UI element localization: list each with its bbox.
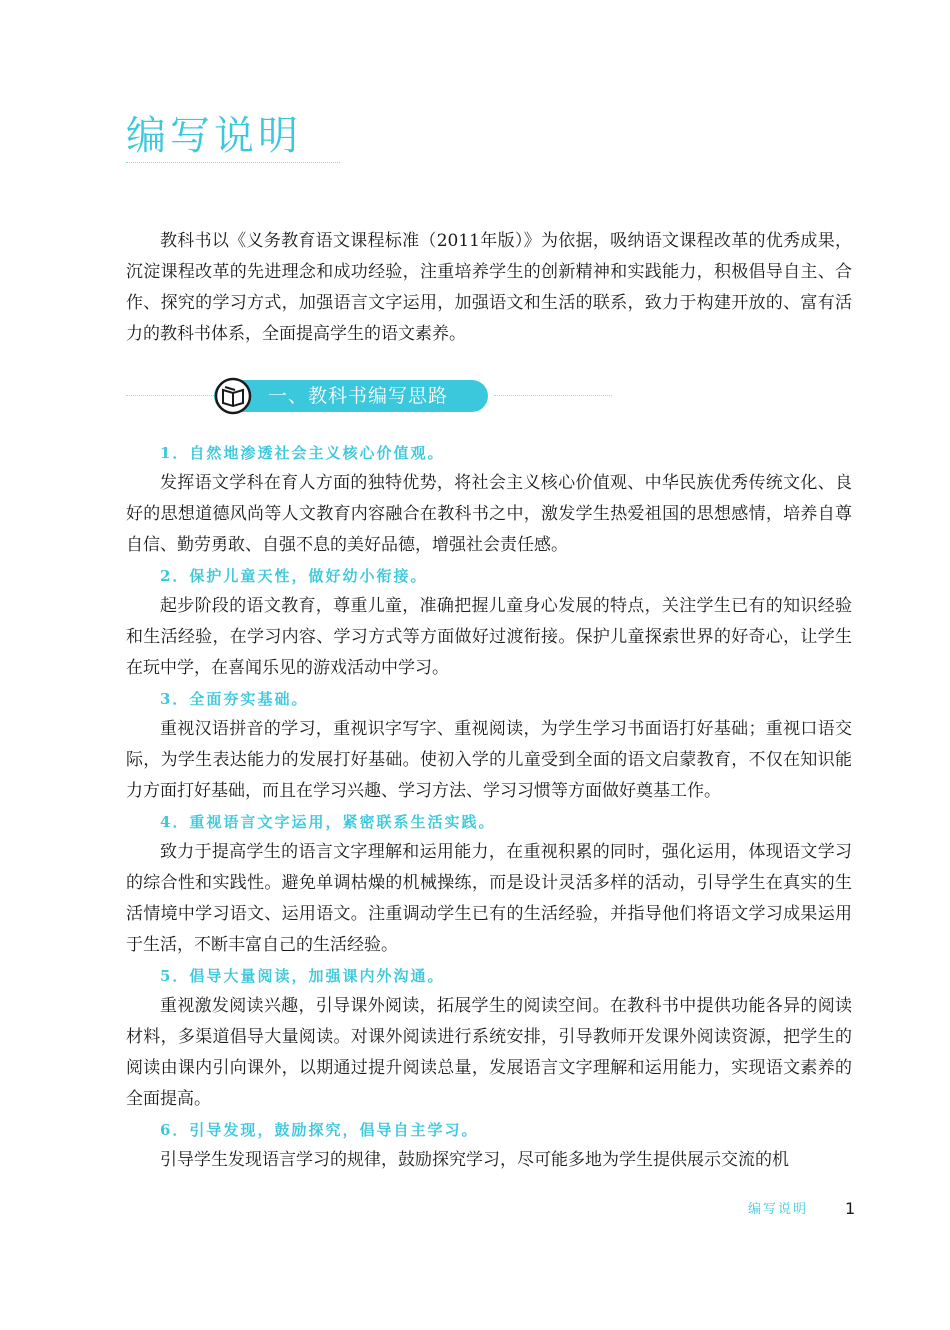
item-heading: 4．重视语言文字运用，紧密联系生活实践。 <box>160 813 496 831</box>
section-divider-left <box>126 395 214 396</box>
item-heading: 1．自然地渗透社会主义核心价值观。 <box>160 444 445 462</box>
item-body: 引导学生发现语言学习的规律，鼓励探究学习，尽可能多地为学生提供展示交流的机 <box>160 1150 789 1170</box>
items-list <box>126 438 852 1176</box>
item-heading: 2．保护儿童天性，做好幼小衔接。 <box>160 567 428 585</box>
item-body: 致力于提高学生的语言文字理解和运用能力，在重视积累的同时，强化运用，体现语文学习的综合性和实践性。避免单调枯燥的机械操练，而是设计灵活多样的活动，引导学生在真实的生活情境中学习语文、运用语文。注重调动学生已有的生活经验，并指导他们将语文学习成果运用于生活，不断丰富自己的生活经验。 <box>126 842 852 955</box>
book-icon <box>214 377 252 415</box>
item-body: 起步阶段的语文教育，尊重儿童，准确把握儿童身心发展的特点，关注学生已有的知识经验和生活经验，在学习内容、学习方式等方面做好过渡衔接。保护儿童探索世界的好奇心，让学生在玩中学，在喜闻乐见的游戏活动中学习。 <box>126 596 852 678</box>
footer-label: 编写说明 <box>748 1202 809 1217</box>
title-underline <box>126 162 340 163</box>
item-body: 重视汉语拼音的学习，重视识字写字、重视阅读，为学生学习书面语打好基础；重视口语交际，为学生表达能力的发展打好基础。使初入学的儿童受到全面的语文启蒙教育，不仅在知识能力方面打好基础，而且在学习兴趣、学习方法、学习习惯等方面做好奠基工作。 <box>126 719 852 801</box>
item-body: 重视激发阅读兴趣，引导课外阅读，拓展学生的阅读空间。在教科书中提供功能各异的阅读材料，多渠道倡导大量阅读。对课外阅读进行系统安排，引导教师开发课外阅读资源，把学生的阅读由课内引向课外，以期通过提升阅读总量，发展语言文字理解和运用能力，实现语文素养的全面提高。 <box>126 996 852 1109</box>
item-heading: 6．引导发现，鼓励探究，倡导自主学习。 <box>160 1121 479 1139</box>
item-body: 发挥语文学科在育人方面的独特优势，将社会主义核心价值观、中华民族优秀传统文化、良好的思想道德风尚等人文教育内容融合在教科书之中，激发学生热爱祖国的思想感情，培养自尊自信、勤劳勇敢、自强不息的美好品德，增强社会责任感。 <box>126 473 852 555</box>
intro-paragraph: 教科书以《义务教育语文课程标准（2011年版）》为依据，吸纳语文课程改革的优秀成果，沉淀课程改革的先进理念和成功经验，注重培养学生的创新精神和实践能力，积极倡导自主、合作、探究的学习方式，加强语言文字运用，加强语文和生活的联系，致力于构建开放的、富有活力的教科书体系，全面提高学生的语文素养。 <box>126 231 852 344</box>
item-heading: 3．全面夯实基础。 <box>160 690 309 708</box>
page-number: 1 <box>845 1199 856 1218</box>
section-header <box>126 380 612 412</box>
item-heading: 5．倡导大量阅读，加强课内外沟通。 <box>160 967 445 985</box>
page-title: 编写说明 <box>126 113 302 159</box>
section-divider-right <box>494 395 612 396</box>
section-pill <box>214 380 488 412</box>
section-title: 一、教科书编写思路 <box>268 385 449 407</box>
